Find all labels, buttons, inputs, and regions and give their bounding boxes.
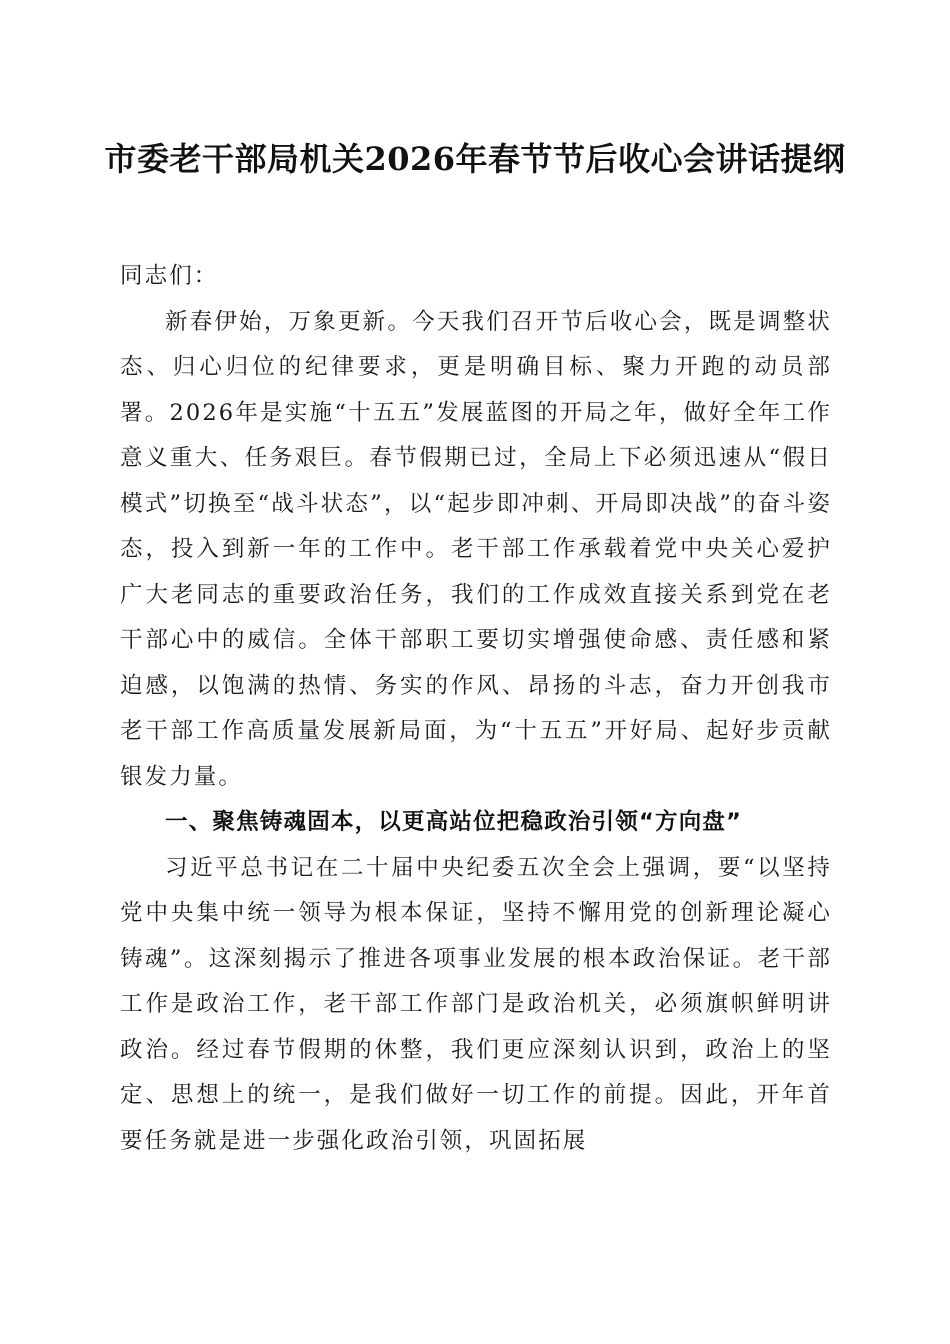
section-1-paragraph: 习近平总书记在二十届中央纪委五次全会上强调，要“以坚持党中央集中统一领导为根本保证，坚持不懈用党的创新理论凝心铸魂”。这深刻揭示了推进各项事业发展的根本政治保证。老干部工作是政治工作，老干部工作部门是政治机关，必须旗帜鲜明讲政治。经过春节假期的休整，我们更应深刻认识到，政治上的坚定、思想上的统一，是我们做好一切工作的前提。因此，开年首要任务就是进一步强化政治引领，巩固拓展	[120, 854, 832, 1154]
opening-paragraph: 新春伊始，万象更新。今天我们召开节后收心会，既是调整状态、归心归位的纪律要求，更是明确目标、聚力开跑的动员部署。2026年是实施“十五五”发展蓝图的开局之年，做好全年工作意义重大、任务艰巨。春节假期已过，全局上下必须迅速从“假日模式”切换至“战斗状态”，以“起步即冲刺、开局即决战”的奋斗姿态，投入到新一年的工作中。老干部工作承载着党中央关心爱护广大老同志的重要政治任务，我们的工作成效直接关系到党在老干部心中的威信。全体干部职工要切实增强使命感、责任感和紧迫感，以饱满的热情、务实的作风、昂扬的斗志，奋力开创我市老干部工作高质量发展新局面，为“十五五”开好局、起好步贡献银发力量。	[120, 308, 832, 790]
document-body	[120, 254, 832, 1164]
section-heading-1: 一、聚焦铸魂固本，以更高站位把稳政治引领“方向盘”	[165, 809, 743, 835]
document-title: 市委老干部局机关2026年春节节后收心会讲话提纲	[104, 140, 846, 178]
salutation: 同志们：	[120, 263, 219, 289]
